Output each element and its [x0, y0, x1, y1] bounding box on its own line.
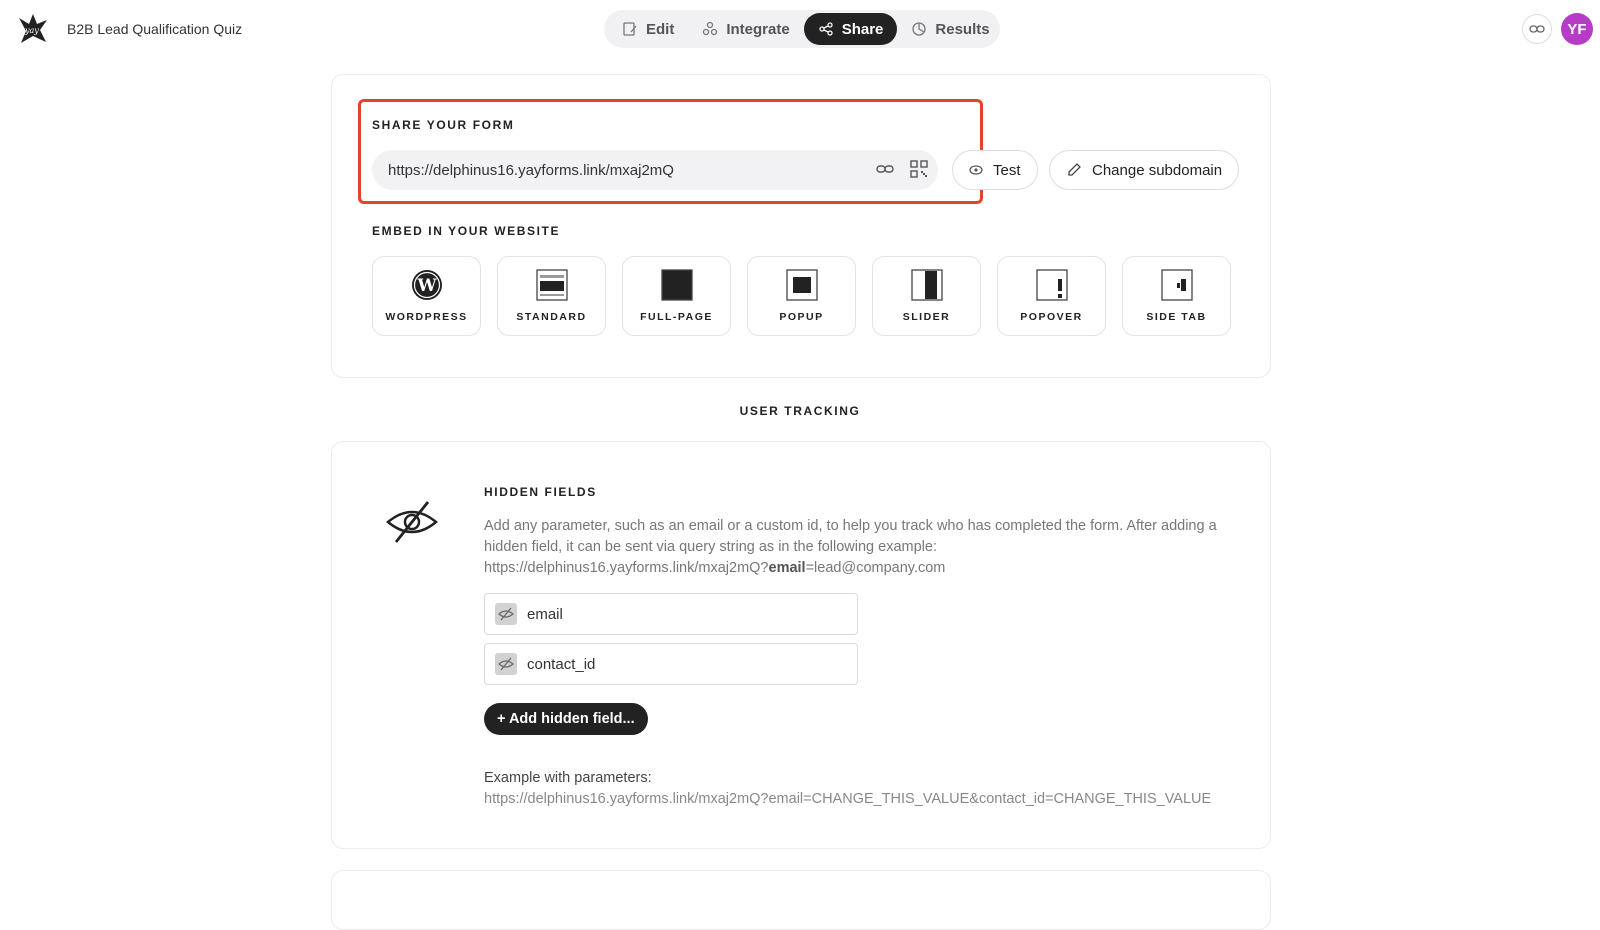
tab-share-label: Share	[841, 20, 884, 38]
eye-off-icon	[386, 498, 438, 546]
share-highlight-box	[358, 99, 983, 204]
svg-text:W: W	[416, 276, 437, 296]
example-url-param: email	[768, 560, 806, 576]
integrate-icon	[702, 21, 718, 37]
embed-full-page[interactable]	[622, 256, 731, 336]
tab-integrate-label: Integrate	[726, 20, 790, 38]
svg-text:yay: yay	[25, 26, 39, 35]
share-heading: SHARE YOUR FORM	[372, 118, 515, 132]
test-button-label: Test	[993, 161, 1021, 179]
embed-wordpress[interactable]	[372, 256, 481, 336]
pencil-icon	[1066, 162, 1082, 178]
next-section-card	[331, 870, 1271, 930]
standard-embed-icon	[536, 269, 568, 301]
example-url-prefix: https://delphinus16.yayforms.link/mxaj2mQ?	[484, 560, 769, 576]
tab-results-label: Results	[935, 20, 990, 38]
form-title: B2B Lead Qualification Quiz	[67, 21, 243, 37]
example-url: https://delphinus16.yayforms.link/mxaj2mQ?email=CHANGE_THIS_VALUE&contact_id=CHANGE_THIS_VALUE	[484, 791, 1212, 807]
popup-icon	[786, 269, 818, 301]
top-bar	[0, 0, 1600, 60]
description-text: Add any parameter, such as an email or a custom id, to help you track who has completed the form. After adding a hidden field, it can be sent via query string as in the following example:	[484, 518, 1217, 555]
hidden-fields-description	[484, 516, 1224, 579]
hidden-field-name: contact_id	[527, 655, 596, 673]
eye-icon	[969, 163, 983, 177]
embed-full-page-label: FULL-PAGE	[640, 311, 713, 323]
embed-popup-label: POPUP	[779, 311, 824, 323]
link-icon	[1529, 21, 1545, 37]
eye-off-small-icon	[498, 657, 514, 671]
change-subdomain-button[interactable]	[1049, 150, 1239, 190]
hidden-field-badge	[495, 603, 517, 625]
results-icon	[911, 21, 927, 37]
embed-popover[interactable]	[997, 256, 1106, 336]
embed-popover-label: POPOVER	[1020, 311, 1083, 323]
tab-results[interactable]	[897, 13, 1003, 45]
edit-icon	[622, 21, 638, 37]
slider-icon	[911, 269, 943, 301]
example-url-suffix: =lead@company.com	[805, 560, 946, 576]
embed-wordpress-label: WORDPRESS	[385, 311, 468, 323]
popover-icon	[1036, 269, 1068, 301]
avatar[interactable]: YF	[1561, 13, 1593, 45]
user-tracking-title: USER TRACKING	[739, 404, 861, 418]
embed-slider[interactable]	[872, 256, 981, 336]
share-url-text: https://delphinus16.yayforms.link/mxaj2mQ	[388, 161, 674, 179]
yayforms-logo[interactable]	[16, 12, 50, 46]
embed-standard[interactable]	[497, 256, 606, 336]
tab-edit[interactable]	[608, 13, 688, 45]
embed-heading: EMBED IN YOUR WEBSITE	[372, 224, 561, 238]
tab-integrate[interactable]	[688, 13, 803, 45]
test-button[interactable]	[952, 150, 1038, 190]
hidden-field-name: email	[527, 605, 563, 623]
embed-side-tab[interactable]	[1122, 256, 1231, 336]
eye-off-small-icon	[498, 607, 514, 621]
hidden-field-badge	[495, 653, 517, 675]
copy-link-button[interactable]	[1522, 14, 1552, 44]
hidden-fields-heading: HIDDEN FIELDS	[484, 485, 597, 499]
wordpress-icon	[411, 269, 443, 301]
tab-share[interactable]	[804, 13, 898, 45]
side-tab-icon	[1161, 269, 1193, 301]
embed-options	[372, 256, 1231, 336]
tab-edit-label: Edit	[646, 20, 675, 38]
embed-popup[interactable]	[747, 256, 856, 336]
change-subdomain-label: Change subdomain	[1092, 161, 1223, 179]
main-tabs	[604, 10, 1000, 48]
share-icon	[818, 21, 834, 37]
embed-standard-label: STANDARD	[516, 311, 587, 323]
add-hidden-field-button[interactable]: + Add hidden field...	[484, 703, 648, 735]
embed-side-tab-label: SIDE TAB	[1146, 311, 1207, 323]
hidden-field-item[interactable]	[484, 593, 858, 635]
full-page-icon	[661, 269, 693, 301]
hidden-field-item[interactable]	[484, 643, 858, 685]
example-label: Example with parameters:	[484, 770, 652, 786]
embed-slider-label: SLIDER	[902, 311, 951, 323]
